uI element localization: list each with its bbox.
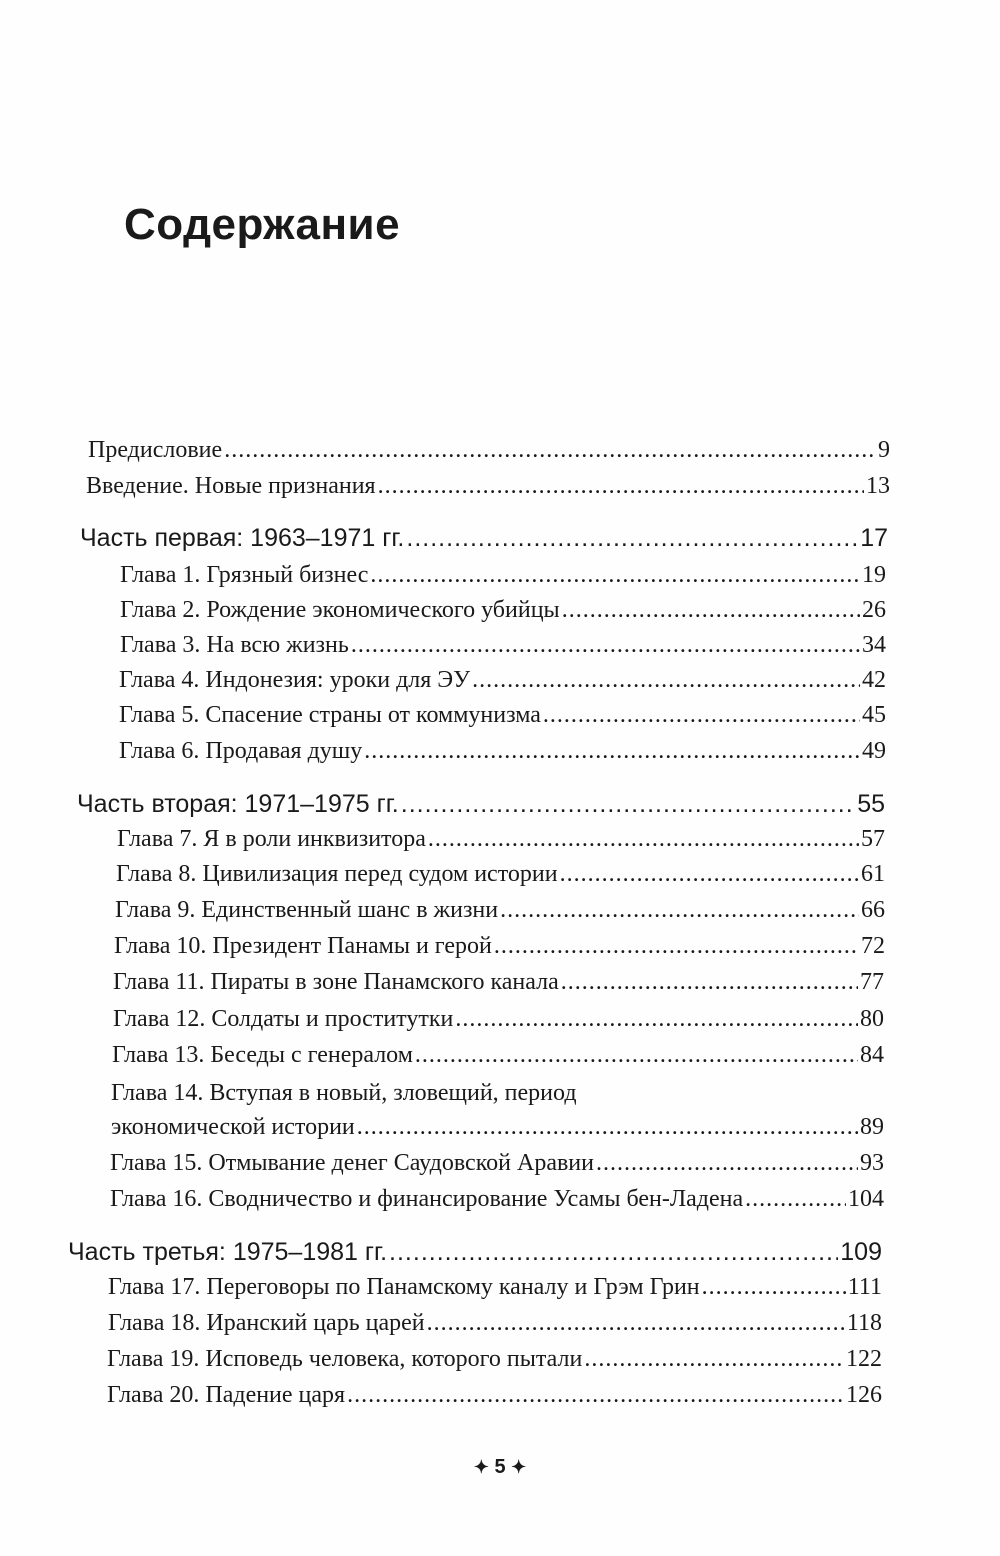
toc-part-label: Часть вторая: 1971–1975 гг. [77,790,399,818]
toc-entry-preface[interactable] [88,437,890,464]
toc-chapter-16[interactable] [110,1186,884,1213]
toc-chapter-label: Глава 1. Грязный бизнес [120,562,369,588]
toc-chapter-label: Глава 10. Президент Панамы и герой [114,933,492,959]
toc-chapter-page: 26 [862,597,886,623]
toc-chapter-5[interactable] [119,702,886,729]
leader-dots [472,667,860,694]
toc-chapter-label: Глава 18. Иранский царь царей [108,1310,425,1336]
leader-dots [543,702,860,729]
leader-dots [500,897,859,924]
toc-chapter-12[interactable] [113,1006,884,1033]
toc-chapter-13[interactable] [112,1042,884,1069]
toc-chapter-label: Глава 13. Беседы с генералом [112,1042,413,1068]
toc-chapter-label: Глава 11. Пираты в зоне Панамского канала [113,969,559,995]
leader-dots [562,597,860,624]
leader-dots [561,969,858,996]
page-number-footer [0,1456,1000,1479]
toc-part-label: Часть первая: 1963–1971 гг. [80,524,405,552]
toc-chapter-7[interactable] [117,826,885,853]
toc-chapter-page: 93 [860,1150,884,1176]
toc-chapter-6[interactable] [119,738,886,765]
toc-chapter-label: Глава 12. Солдаты и проститутки [113,1006,454,1032]
leader-dots [357,1114,858,1141]
toc-part-page: 17 [860,524,888,552]
toc-chapter-page: 84 [860,1042,884,1068]
toc-chapter-page: 19 [862,562,886,588]
leader-dots [745,1186,846,1213]
toc-chapter-9[interactable] [115,897,885,924]
toc-chapter-page: 77 [860,969,884,995]
leader-dots [351,632,860,659]
leader-dots [415,1042,858,1069]
leader-dots [427,1310,845,1337]
leader-dots [406,524,858,553]
page-title: Содержание [124,200,401,249]
toc-chapter-label: экономической истории [111,1114,355,1140]
toc-chapter-4[interactable] [119,667,886,694]
toc-chapter-label: Глава 17. Переговоры по Панамскому каналу и Грэм Грин [108,1274,700,1300]
toc-chapter-page: 61 [861,861,885,887]
toc-chapter-label: Глава 6. Продавая душу [119,738,363,764]
toc-chapter-label: Глава 2. Рождение экономического убийцы [120,597,560,623]
toc-chapter-14[interactable] [111,1114,884,1141]
toc-part-1[interactable] [80,524,888,553]
leader-dots [494,933,859,960]
toc-chapter-3[interactable] [120,632,886,659]
toc-chapter-10[interactable] [114,933,885,960]
toc-chapter-label: Глава 16. Сводничество и финансирование Усамы бен-Ладена [110,1186,744,1212]
toc-chapter-label: Глава 19. Исповедь человека, которого пытали [107,1346,583,1372]
page-number: 5 [494,1456,506,1478]
toc-chapter-14-line-1[interactable]: Глава 14. Вступая в новый, зловещий, период [111,1080,577,1106]
toc-part-label: Часть третья: 1975–1981 гг. [68,1238,388,1266]
toc-chapter-8[interactable] [116,861,885,888]
toc-chapter-15[interactable] [110,1150,884,1177]
toc-chapter-2[interactable] [120,597,886,624]
leader-dots [364,738,860,765]
toc-part-2[interactable] [77,790,885,819]
toc-chapter-1[interactable] [120,562,886,589]
leader-dots [389,1238,838,1267]
toc-chapter-page: 49 [862,738,886,764]
toc-entry-label: Введение. Новые признания [86,473,376,499]
toc-chapter-page: 57 [861,826,885,852]
toc-chapter-label: Глава 3. На всю жизнь [120,632,349,658]
toc-chapter-label: Глава 9. Единственный шанс в жизни [115,897,499,923]
toc-chapter-page: 104 [848,1186,884,1212]
leader-dots [347,1382,844,1409]
toc-entry-introduction[interactable] [86,473,890,500]
toc-chapter-label: Глава 7. Я в роли инквизитора [117,826,426,852]
ornament-right-icon: ✦ [511,1457,527,1477]
leader-dots [370,562,860,589]
leader-dots [224,437,876,464]
toc-chapter-label: Глава 15. Отмывание денег Саудовской Аравии [110,1150,594,1176]
leader-dots [560,861,859,888]
leader-dots [596,1150,858,1177]
toc-part-page: 109 [840,1238,882,1266]
toc-chapter-page: 126 [846,1382,882,1408]
toc-chapter-17[interactable] [108,1274,882,1301]
toc-part-page: 55 [857,790,885,818]
toc-chapter-page: 89 [860,1114,884,1140]
toc-chapter-label: Глава 20. Падение царя [107,1382,346,1408]
toc-chapter-11[interactable] [113,969,884,996]
toc-entry-page: 9 [878,437,890,463]
leader-dots [428,826,859,853]
toc-chapter-page: 72 [861,933,885,959]
toc-chapter-page: 111 [847,1274,882,1300]
toc-chapter-page: 66 [861,897,885,923]
toc-chapter-page: 42 [862,667,886,693]
toc-chapter-page: 34 [862,632,886,658]
toc-chapter-label: Глава 8. Цивилизация перед судом истории [116,861,558,887]
toc-chapter-page: 118 [846,1310,882,1336]
toc-chapter-page: 45 [862,702,886,728]
toc-chapter-label: Глава 5. Спасение страны от коммунизма [119,702,541,728]
toc-entry-label: Предисловие [88,437,223,463]
toc-chapter-label: Глава 4. Индонезия: уроки для ЭУ [119,667,471,693]
leader-dots [702,1274,846,1301]
toc-entry-page: 13 [866,473,890,499]
toc-chapter-page: 80 [860,1006,884,1032]
leader-dots [455,1006,858,1033]
toc-part-3[interactable] [68,1238,882,1267]
leader-dots [584,1346,844,1373]
toc-chapter-20[interactable] [107,1382,882,1409]
toc-chapter-page: 122 [846,1346,882,1372]
toc-chapter-18[interactable] [108,1310,882,1337]
leader-dots [378,473,864,500]
leader-dots [401,790,855,819]
ornament-left-icon: ✦ [473,1457,489,1477]
toc-chapter-19[interactable] [107,1346,882,1373]
